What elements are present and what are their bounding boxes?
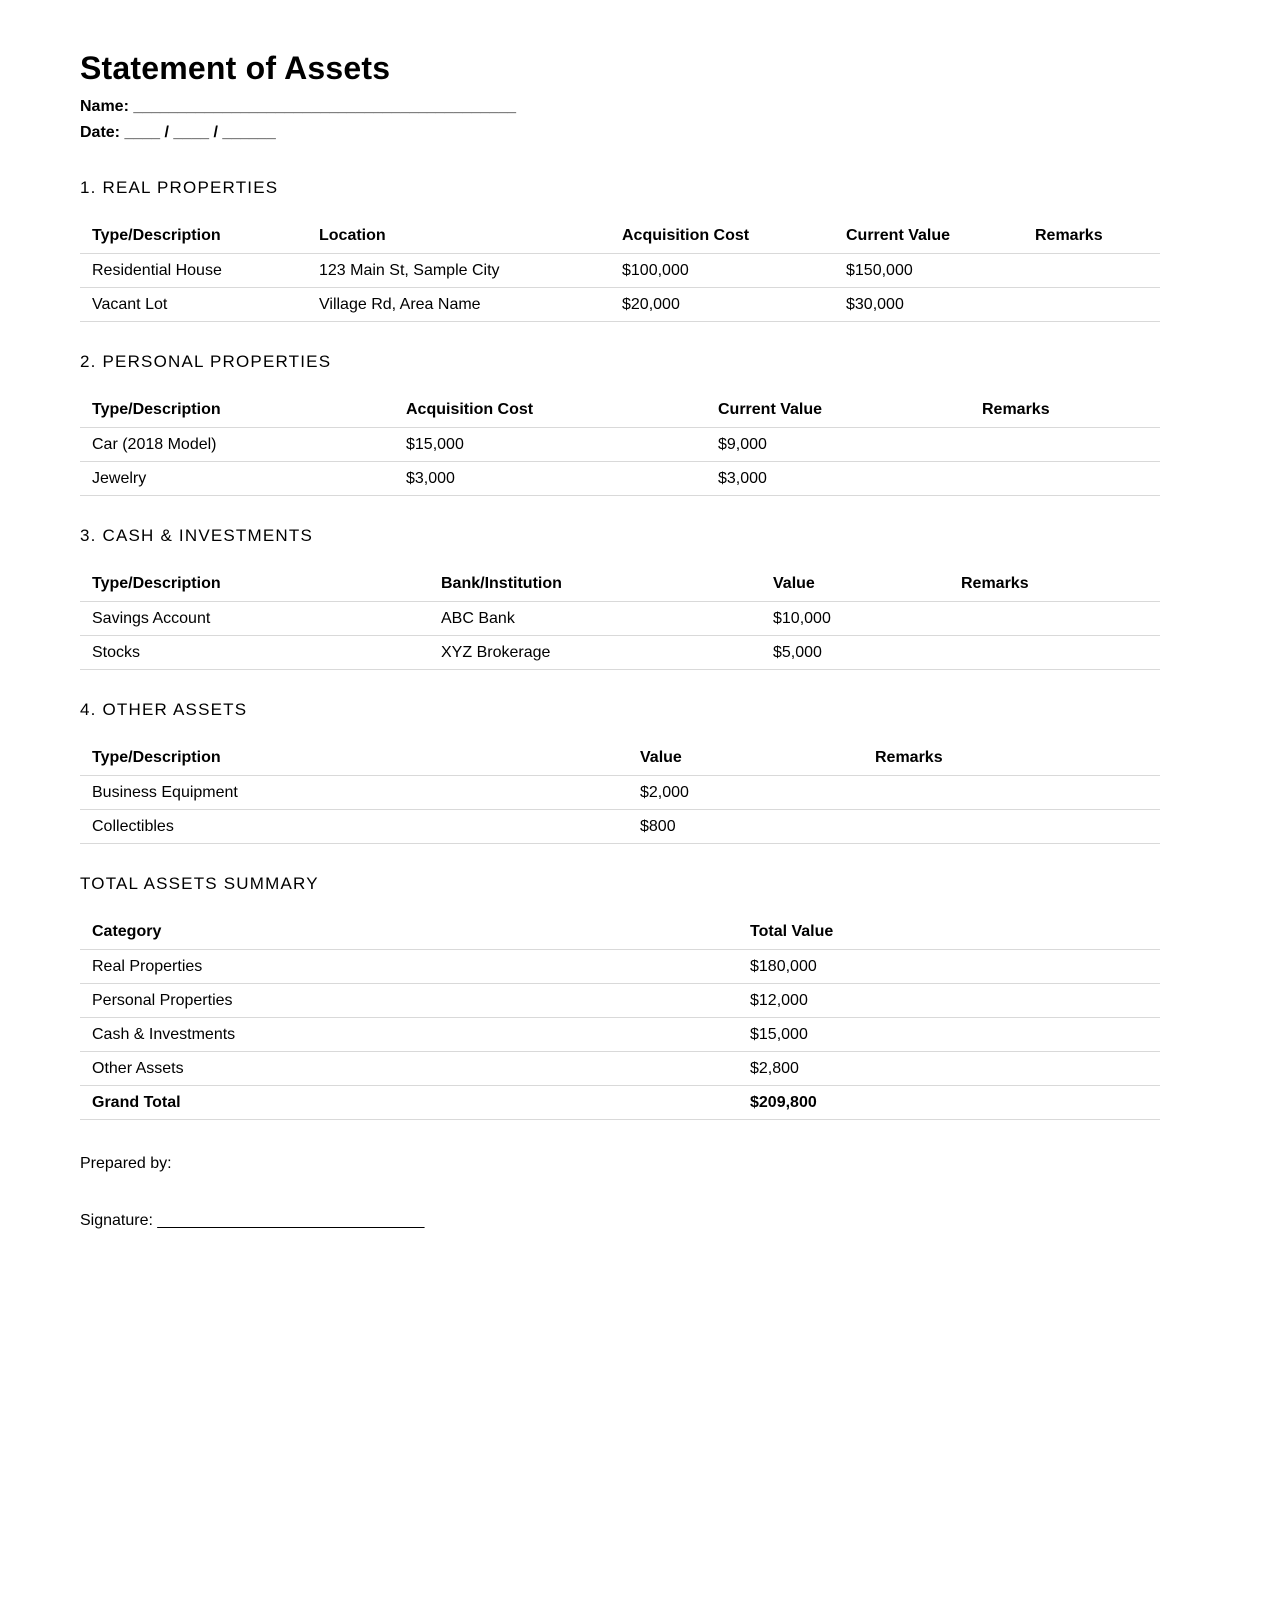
table-cell: Business Equipment <box>80 776 628 810</box>
column-header: Type/Description <box>80 218 307 254</box>
table-row <box>80 288 1160 322</box>
table-cell: $2,800 <box>738 1052 1160 1086</box>
date-label: Date: <box>80 124 121 141</box>
signature-label: Signature: <box>80 1212 153 1229</box>
table-row <box>80 950 1160 984</box>
column-header: Type/Description <box>80 740 628 776</box>
table-cell: Residential House <box>80 254 307 288</box>
table-cell <box>949 602 1160 636</box>
column-header: Remarks <box>949 566 1160 602</box>
column-header: Type/Description <box>80 566 429 602</box>
table-header-row <box>80 218 1160 254</box>
table-cell: $10,000 <box>761 602 949 636</box>
table-cell: $3,000 <box>394 462 706 496</box>
table-cell: $9,000 <box>706 428 970 462</box>
page-title: Statement of Assets <box>80 50 391 86</box>
table-cell <box>970 428 1160 462</box>
table-cell: XYZ Brokerage <box>429 636 761 670</box>
table-row <box>80 254 1160 288</box>
table-cell: Cash & Investments <box>80 1018 738 1052</box>
column-header: Acquisition Cost <box>394 392 706 428</box>
table-cell <box>863 810 1160 844</box>
table-cell: Savings Account <box>80 602 429 636</box>
table-row <box>80 984 1160 1018</box>
table-other-assets <box>80 740 1160 844</box>
table-cell <box>863 776 1160 810</box>
prepared-by: Prepared by: <box>80 1155 172 1172</box>
table-cell: Other Assets <box>80 1052 738 1086</box>
column-header: Remarks <box>970 392 1160 428</box>
section-title-personal-properties: 2. PERSONAL PROPERTIES <box>80 352 332 371</box>
table-cell: $20,000 <box>610 288 834 322</box>
table-row <box>80 810 1160 844</box>
table-row <box>80 776 1160 810</box>
table-cell: ABC Bank <box>429 602 761 636</box>
table-cell: Jewelry <box>80 462 394 496</box>
table-cell: Personal Properties <box>80 984 738 1018</box>
column-header: Value <box>628 740 863 776</box>
table-cell: Vacant Lot <box>80 288 307 322</box>
table-cell: $800 <box>628 810 863 844</box>
column-header: Remarks <box>863 740 1160 776</box>
table-row <box>80 428 1160 462</box>
table-cell: 123 Main St, Sample City <box>307 254 610 288</box>
column-header: Total Value <box>738 914 1160 950</box>
table-cell: Car (2018 Model) <box>80 428 394 462</box>
column-header: Bank/Institution <box>429 566 761 602</box>
table-row <box>80 462 1160 496</box>
name-label: Name: <box>80 98 129 115</box>
table-header-row <box>80 914 1160 950</box>
table-cell: $5,000 <box>761 636 949 670</box>
name-blank: ___________________________________________ <box>133 98 516 115</box>
table-cell: $30,000 <box>834 288 1023 322</box>
table-cell: $15,000 <box>738 1018 1160 1052</box>
table-cell: $3,000 <box>706 462 970 496</box>
table-cell: Village Rd, Area Name <box>307 288 610 322</box>
table-cell: $100,000 <box>610 254 834 288</box>
column-header: Current Value <box>706 392 970 428</box>
column-header: Acquisition Cost <box>610 218 834 254</box>
grand-total-row <box>80 1086 1160 1120</box>
table-cell: $150,000 <box>834 254 1023 288</box>
section-title-other-assets: 4. OTHER ASSETS <box>80 700 248 719</box>
table-personal-properties <box>80 392 1160 496</box>
name-line <box>80 94 1183 120</box>
column-header: Value <box>761 566 949 602</box>
table-cell <box>970 462 1160 496</box>
table-cell: Stocks <box>80 636 429 670</box>
section-title-cash-investments: 3. CASH & INVESTMENTS <box>80 526 314 545</box>
column-header: Category <box>80 914 738 950</box>
table-cell <box>1023 254 1160 288</box>
table-row <box>80 602 1160 636</box>
table-cell: $2,000 <box>628 776 863 810</box>
date-line <box>80 120 1183 146</box>
table-row <box>80 636 1160 670</box>
table-header-row <box>80 740 1160 776</box>
table-cell <box>949 636 1160 670</box>
column-header: Location <box>307 218 610 254</box>
table-header-row <box>80 392 1160 428</box>
table-header-row <box>80 566 1160 602</box>
table-row <box>80 1052 1160 1086</box>
table-cell: $180,000 <box>738 950 1160 984</box>
column-header: Remarks <box>1023 218 1160 254</box>
table-cell: $15,000 <box>394 428 706 462</box>
date-blank: ____ / ____ / ______ <box>124 124 276 141</box>
signature-line <box>80 1209 1183 1233</box>
signature-blank: ______________________________ <box>157 1212 425 1229</box>
table-cash-investments <box>80 566 1160 670</box>
column-header: Current Value <box>834 218 1023 254</box>
table-cell: Real Properties <box>80 950 738 984</box>
table-row <box>80 1018 1160 1052</box>
table-cell: $12,000 <box>738 984 1160 1018</box>
table-cell: Grand Total <box>80 1086 738 1120</box>
table-total-assets-summary <box>80 914 1160 1120</box>
column-header: Type/Description <box>80 392 394 428</box>
table-cell: Collectibles <box>80 810 628 844</box>
section-title-summary: TOTAL ASSETS SUMMARY <box>80 874 319 893</box>
table-cell: $209,800 <box>738 1086 1160 1120</box>
section-title-real-properties: 1. REAL PROPERTIES <box>80 178 279 197</box>
table-cell <box>1023 288 1160 322</box>
table-real-properties <box>80 218 1160 322</box>
